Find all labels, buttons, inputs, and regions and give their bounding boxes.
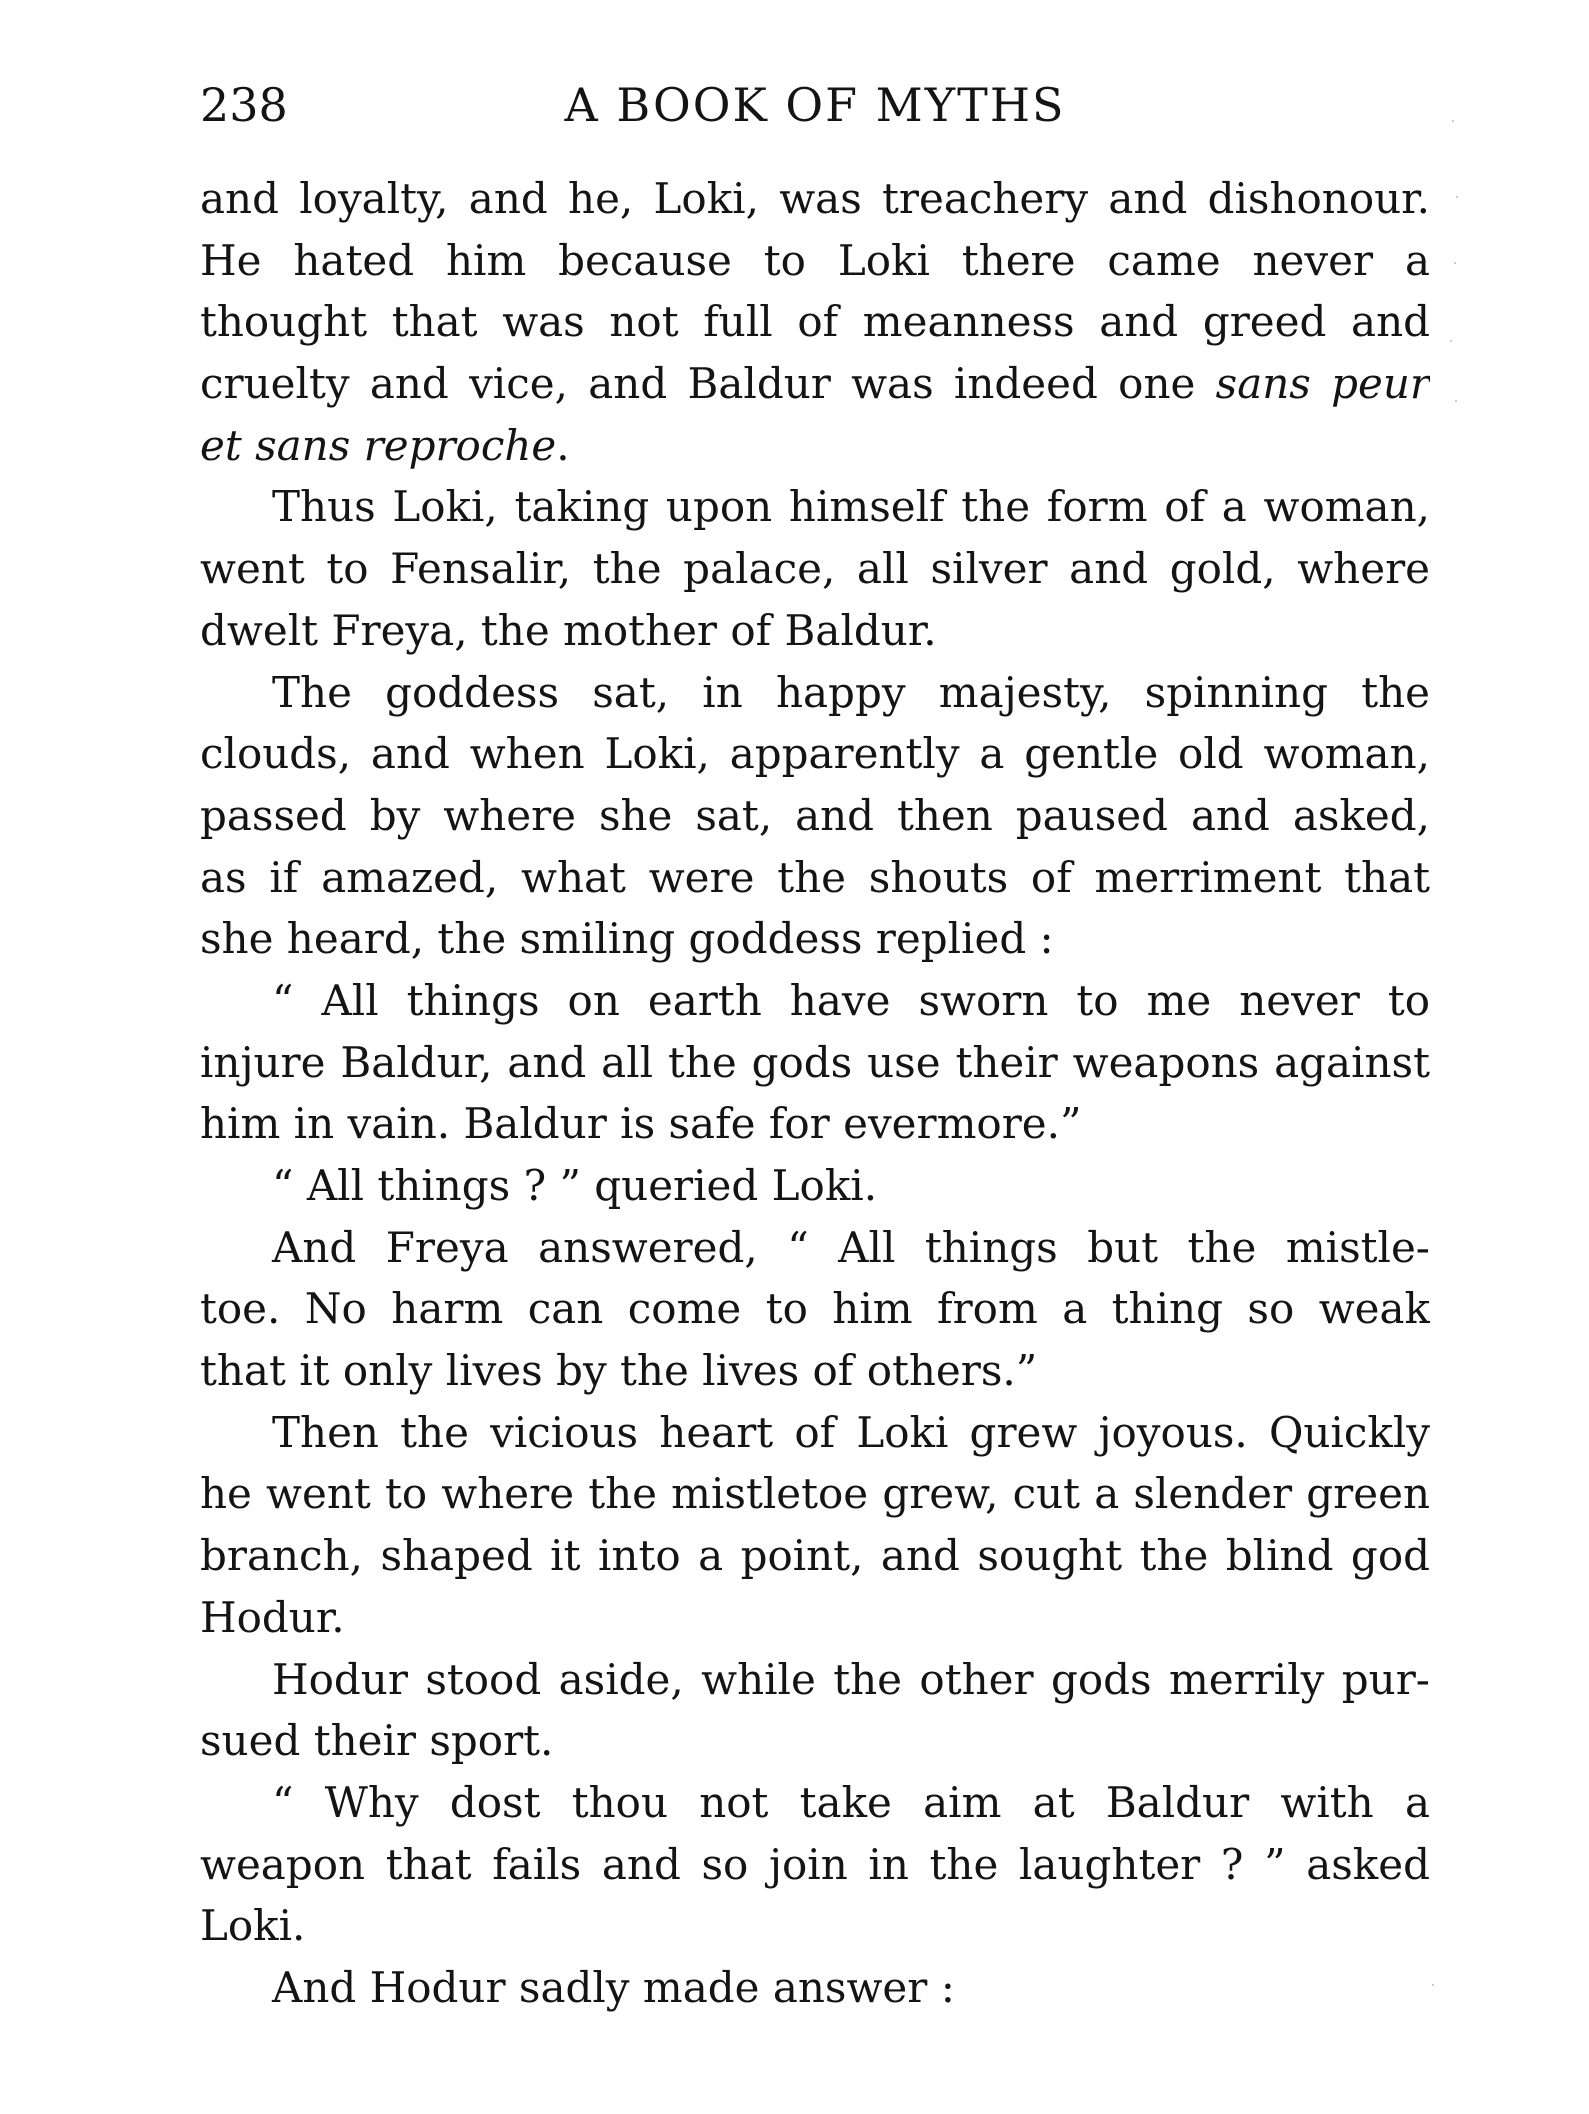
text-line: went to Fensalir, the palace, all silver and gold, where <box>200 544 1430 594</box>
text-line: He hated him because to Loki there came never a <box>200 235 1430 285</box>
scan-speck <box>1456 196 1458 198</box>
text-line: And Hodur sadly made answer : <box>272 1962 955 2012</box>
text-line: he went to where the mistletoe grew, cut a slender green <box>200 1469 1430 1519</box>
text-line: Thus Loki, taking upon himself the form of a woman, <box>272 482 1430 532</box>
text-line: weapon that fails and so join in the laughter ? ” asked <box>200 1839 1430 1889</box>
running-title: A BOOK OF MYTHS <box>564 78 1066 132</box>
text-line: cruelty and vice, and Baldur was indeed one sans peur <box>200 359 1430 409</box>
text-line: thought that was not full of meanness and greed and <box>200 297 1430 347</box>
text-line: toe. No harm can come to him from a thing so weak <box>200 1284 1430 1334</box>
text-line: she heard, the smiling goddess replied : <box>200 914 1054 964</box>
scan-speck <box>1454 262 1456 264</box>
text-line: The goddess sat, in happy majesty, spinning the <box>272 667 1430 717</box>
italic-phrase: et sans reproche <box>200 420 557 470</box>
text-line: “ All things ? ” queried Loki. <box>272 1161 878 1210</box>
text-line: “ All things on earth have sworn to me never to <box>272 975 1430 1025</box>
text-line: as if amazed, what were the shouts of merriment that <box>200 852 1430 902</box>
text-line: sued their sport. <box>200 1716 554 1766</box>
running-head <box>200 70 1430 140</box>
text-line: injure Baldur, and all the gods use their weapons against <box>200 1037 1430 1087</box>
scan-speck <box>1432 1984 1434 1986</box>
text-line: clouds, and when Loki, apparently a gentle old woman, <box>200 729 1430 779</box>
text-line: that it only lives by the lives of others.” <box>200 1346 1038 1396</box>
text-line: Hodur stood aside, while the other gods merrily pur- <box>272 1654 1430 1704</box>
text-line: Then the vicious heart of Loki grew joyous. Quickly <box>272 1407 1430 1457</box>
scan-speck <box>1452 120 1454 122</box>
body-text <box>200 168 1430 2019</box>
text-line: et sans reproche. <box>200 420 570 470</box>
text-line: branch, shaped it into a point, and sought the blind god <box>200 1531 1430 1581</box>
text-line: Loki. <box>200 1901 306 1951</box>
text-line: and loyalty, and he, Loki, was treachery and dishonour. <box>200 174 1430 223</box>
text-line: And Freya answered, “ All things but the mistle- <box>272 1222 1430 1272</box>
text-line: passed by where she sat, and then paused and asked, <box>200 790 1430 840</box>
italic-phrase: sans peur <box>1215 359 1430 409</box>
text-line: dwelt Freya, the mother of Baldur. <box>200 605 937 655</box>
scan-speck <box>1450 340 1452 342</box>
text-line: “ Why dost thou not take aim at Baldur with a <box>272 1777 1430 1827</box>
page-number: 238 <box>200 78 288 132</box>
text-line: Hodur. <box>200 1592 345 1642</box>
scan-speck <box>1455 400 1457 402</box>
text-line: him in vain. Baldur is safe for evermore.” <box>200 1099 1082 1149</box>
